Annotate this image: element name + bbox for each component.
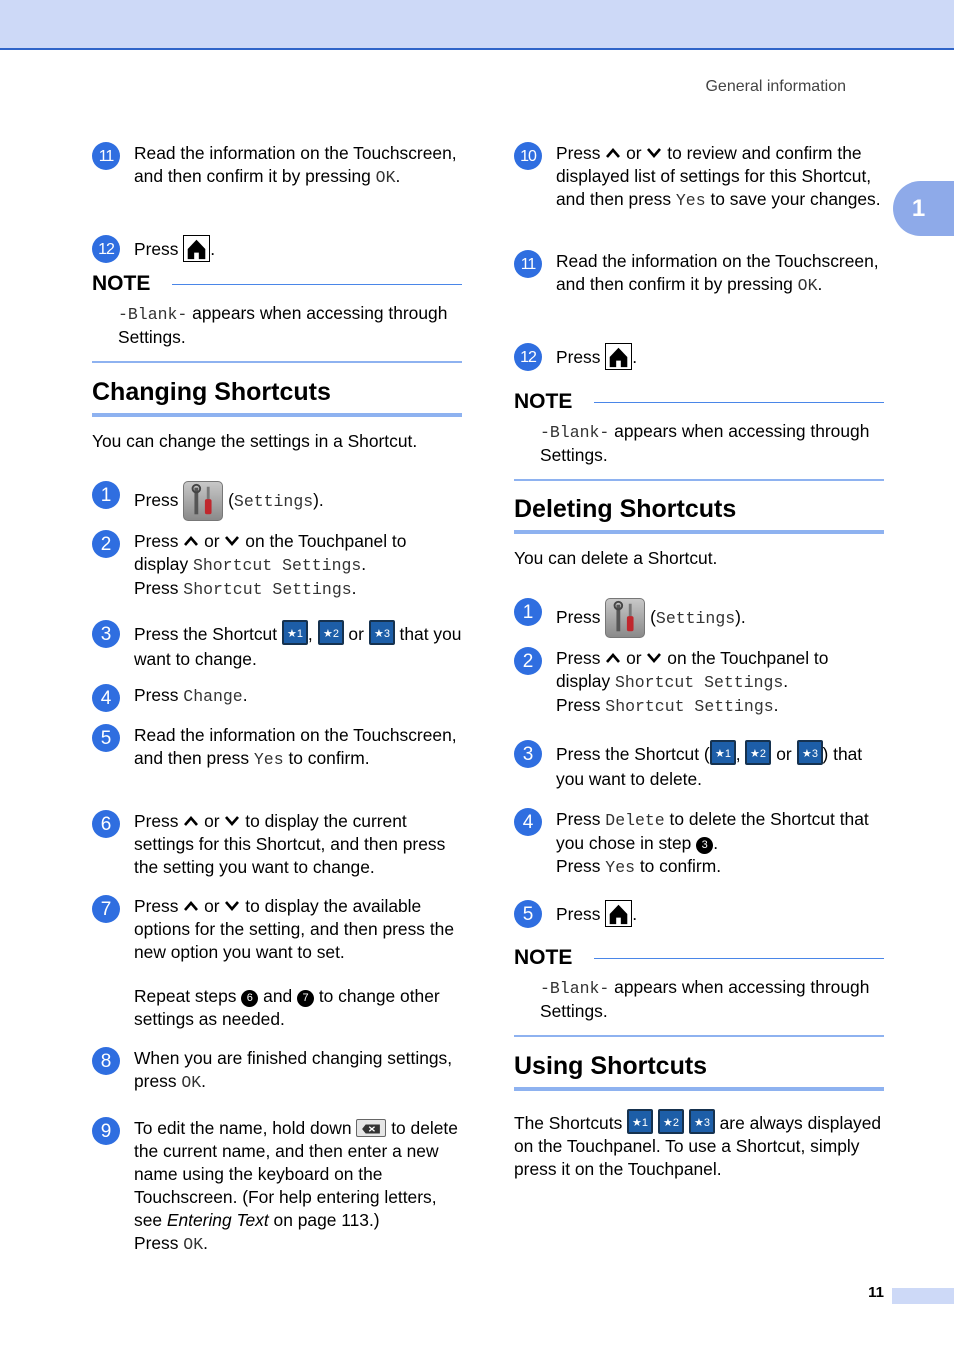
chevron-up-icon [605,147,621,159]
shortcut-1-icon[interactable] [627,1109,653,1134]
chevron-up-icon [183,535,199,547]
step-3: 3 Press the Shortcut , or that you want to change. [92,620,462,672]
step-4: 4 Press Change. [92,684,462,708]
step-number: 6 [92,810,120,838]
top-banner [0,0,954,50]
chevron-up-icon [605,652,621,664]
running-header: General information [705,78,846,95]
note-title: NOTE [514,390,573,413]
chevron-up-icon [183,815,199,827]
step-11: 11 Read the information on the Touchscreen, and then confirm it by pressing OK. [514,250,884,297]
note-title: NOTE [92,272,151,295]
step-4: 4 Press Delete to delete the Shortcut that you chose in step 3 . Press Yes to confirm. [514,808,884,879]
home-icon [605,900,632,927]
shortcut-3-icon[interactable] [689,1109,715,1134]
step-number: 3 [514,740,542,768]
section-heading-using: Using Shortcuts [514,1052,884,1091]
step-number: 2 [514,647,542,675]
section-heading-changing: Changing Shortcuts [92,378,462,417]
shortcut-2-icon[interactable] [318,620,344,645]
step-number: 3 [92,620,120,648]
backspace-icon[interactable] [356,1119,386,1137]
using-shortcuts-text: The Shortcuts are always displayed on the Touchpanel. To use a Shortcut, simply press it on the Touchpanel. [514,1109,884,1181]
step-9: 9 To edit the name, hold down to delete the current name, and then enter a new name using the keyboard on the Touchscreen. (For help entering letters, see Entering Text on page 113.) Press OK. [92,1117,462,1256]
step-10: 10 Press or to review and confirm the displayed list of settings for this Shortcut, and then press Yes to save your changes. [514,142,884,212]
note-box: NOTE -Blank- appears when accessing through Settings. [92,272,462,363]
step-12: 12 Press . [92,235,462,262]
step-number: 9 [92,1117,120,1145]
shortcut-2-icon[interactable] [658,1109,684,1134]
note-box: NOTE -Blank- appears when accessing through Settings. [514,946,884,1037]
step-number: 11 [514,250,542,278]
shortcut-1-icon[interactable] [282,620,308,645]
section-intro: You can delete a Shortcut. [514,548,718,568]
shortcut-2-icon[interactable] [745,740,771,765]
shortcut-1-icon[interactable] [710,740,736,765]
step-ref-6: 6 [241,990,258,1007]
step-11: 11 Read the information on the Touchscreen, and then confirm it by pressing OK. [92,142,462,189]
step-number: 8 [92,1047,120,1075]
step-number: 2 [92,530,120,558]
step-2: 2 Press or on the Touchpanel to display Shortcut Settings. Press Shortcut Settings. [514,647,884,718]
step-number: 1 [92,481,120,509]
step-8: 8 When you are finished changing settings, press OK. [92,1047,462,1094]
section-intro: You can change the settings in a Shortcut. [92,431,418,451]
step-number: 1 [514,598,542,626]
note-title: NOTE [514,946,573,969]
note-box: NOTE -Blank- appears when accessing through Settings. [514,390,884,481]
step-number: 11 [92,142,120,170]
chevron-up-icon [183,900,199,912]
chapter-tab: 1 [893,181,954,236]
step-number: 7 [92,895,120,923]
step-1: 1 Press (Settings). [514,598,884,638]
step-ref-7: 7 [297,990,314,1007]
chevron-down-icon [224,535,240,547]
chevron-down-icon [646,147,662,159]
step-6: 6 Press or to display the current settings for this Shortcut, and then press the setting you want to change. [92,810,462,879]
chevron-down-icon [646,652,662,664]
step-ref-3: 3 [696,837,713,854]
shortcut-3-icon[interactable] [797,740,823,765]
section-heading-deleting: Deleting Shortcuts [514,495,884,534]
home-icon [183,235,210,262]
repeat-steps-note: Repeat steps 6 and 7 to change other settings as needed. [134,986,440,1029]
step-number: 12 [514,343,542,371]
step-3: 3 Press the Shortcut ( , or ) that you want to delete. [514,740,884,792]
step-number: 4 [92,684,120,712]
step-number: 12 [92,235,120,263]
home-icon [605,343,632,370]
step-number: 5 [514,900,542,928]
step-number: 5 [92,724,120,752]
settings-tools-icon[interactable] [605,598,645,638]
step-12: 12 Press . [514,343,884,370]
step-1: 1 Press (Settings). [92,481,462,521]
settings-tools-icon[interactable] [183,481,223,521]
step-2: 2 Press or on the Touchpanel to display Shortcut Settings. Press Shortcut Settings. [92,530,462,601]
step-5: 5 Press . [514,900,884,927]
footer-bar [892,1288,954,1304]
step-7: 7 Press or to display the available options for the setting, and then press the new option you want to set. [92,895,462,964]
step-number: 4 [514,808,542,836]
page-number: 11 [868,1284,884,1301]
chevron-down-icon [224,815,240,827]
step-number: 10 [514,142,542,170]
chevron-down-icon [224,900,240,912]
shortcut-3-icon[interactable] [369,620,395,645]
step-5: 5 Read the information on the Touchscreen, and then press Yes to confirm. [92,724,462,771]
